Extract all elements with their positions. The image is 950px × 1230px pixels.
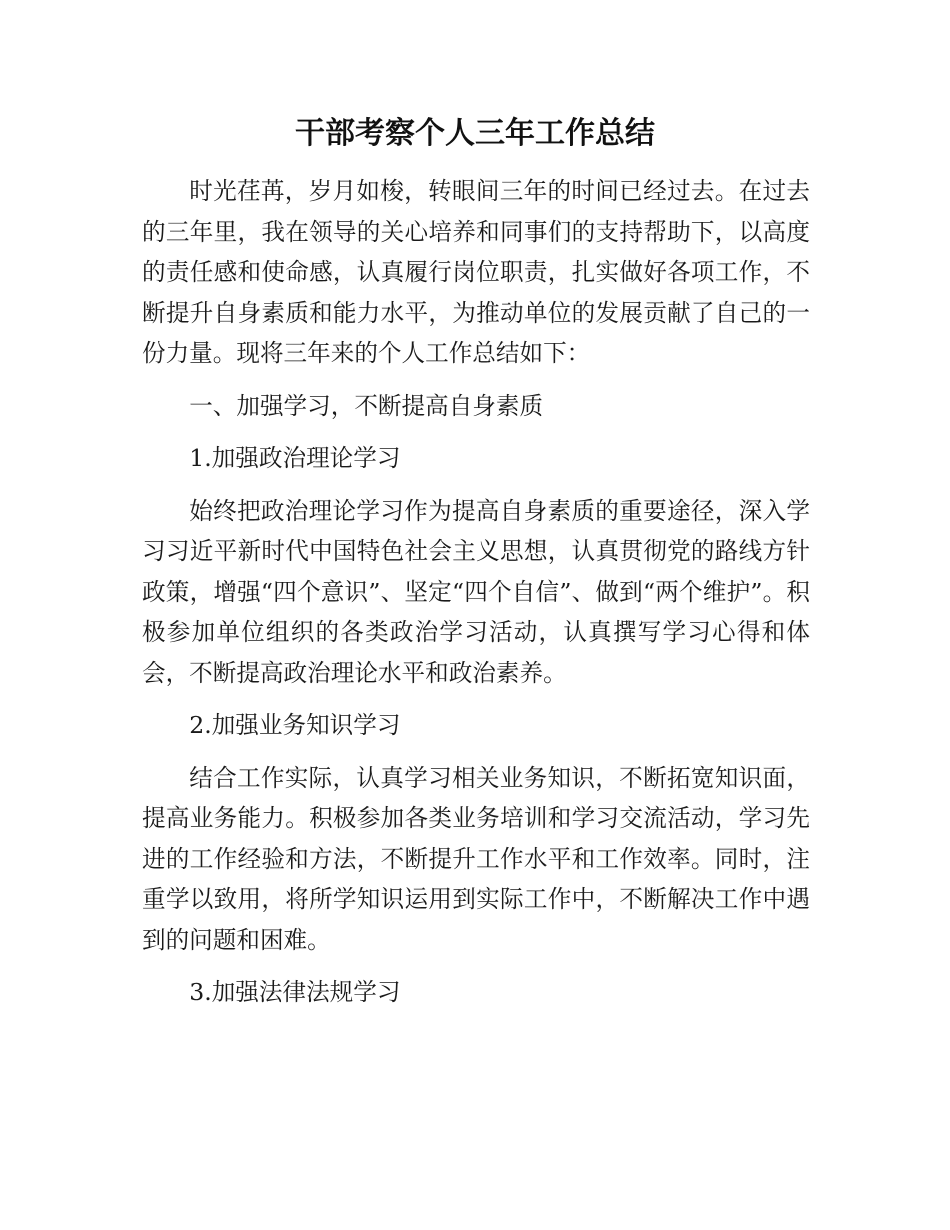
intro-paragraph: 时光荏苒，岁月如梭，转眼间三年的时间已经过去。在过去的三年里，我在领导的关心培养和同事们的支持帮助下，以高度的责任感和使命感，认真履行岗位职责，扎实做好各项工作，不断提升自身素质和能力水平，为推动单位的发展贡献了自己的一份力量。现将三年来的个人工作总结如下：	[142, 177, 810, 367]
body-paragraph: 始终把政治理论学习作为提高自身素质的重要途径，深入学习习近平新时代中国特色社会主义思想，认真贯彻党的路线方针政策，增强“四个意识”、坚定“四个自信”、做到“两个维护”。积极参加单位组织的各类政治学习活动，认真撰写学习心得和体会，不断提高政治理论水平和政治素养。	[142, 496, 810, 687]
body-paragraph: 结合工作实际，认真学习相关业务知识，不断拓宽知识面，提高业务能力。积极参加各类业务培训和学习交流活动，学习先进的工作经验和方法，不断提升工作水平和工作效率。同时，注重学以致用，将所学知识运用到实际工作中，不断解决工作中遇到的问题和困难。	[142, 763, 810, 954]
subsection-heading-2: 2.加强业务知识学习	[189, 711, 401, 739]
subsection-heading-1: 1.加强政治理论学习	[189, 444, 401, 472]
section-heading-1: 一、加强学习，不断提高自身素质	[189, 391, 544, 420]
document-body	[142, 171, 810, 1025]
subsection-heading-3: 3.加强法律法规学习	[189, 978, 401, 1006]
document-title: 干部考察个人三年工作总结	[295, 116, 655, 151]
